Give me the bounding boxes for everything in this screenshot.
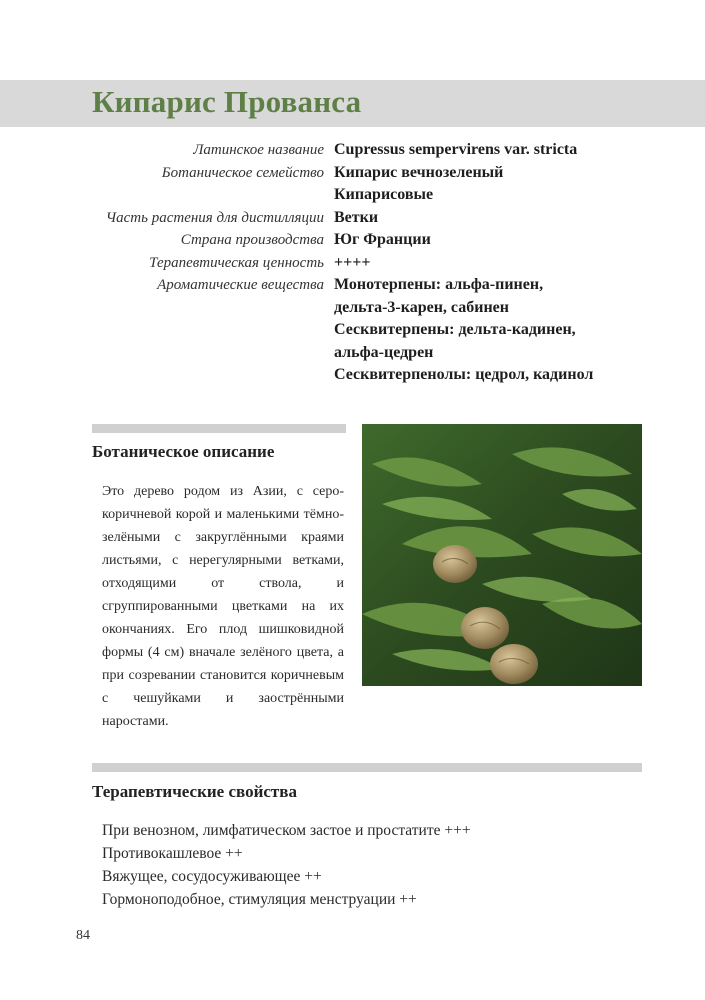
fact-value: Сесквитерпены: дельта-кадинен, (334, 321, 576, 338)
botanical-heading: Ботаническое описание (92, 442, 275, 461)
fact-value: дельта-3-карен, сабинен (334, 298, 509, 316)
fact-row (60, 319, 660, 342)
fact-label: Терапевтическая ценность (149, 254, 324, 271)
therapeutic-item: Гормоноподобное, стимуляция менструации ++ (102, 891, 417, 908)
fact-row (60, 274, 660, 297)
fact-label: Страна производства (180, 232, 324, 248)
section-divider-therapeutic (92, 763, 642, 772)
fact-value: альфа-цедрен (334, 343, 434, 361)
fact-value: Cupressus sempervirens var. stricta (334, 141, 578, 158)
fact-value: Юг Франции (334, 231, 431, 248)
fact-row (60, 252, 660, 275)
fact-value: Кипарис вечнозеленый (334, 163, 504, 181)
fact-label: Ботаническое семейство (161, 164, 324, 181)
fact-value: Ветки (334, 208, 379, 226)
facts-table (60, 139, 660, 387)
section-divider-botanical (92, 424, 346, 433)
page-number: 84 (76, 928, 90, 943)
fact-row (60, 297, 660, 320)
fact-row (60, 162, 660, 185)
fact-value: Сесквитерпенолы: цедрол, кадинол (334, 366, 594, 383)
therapeutic-list (102, 819, 471, 911)
fact-label (60, 184, 334, 207)
therapeutic-item: При венозном, лимфатическом застое и простатите +++ (102, 822, 471, 839)
fact-label (60, 364, 334, 387)
therapeutic-item: Вяжущее, сосудосуживающее ++ (102, 868, 322, 885)
page-title: Кипарис Прованса (92, 84, 362, 119)
fact-row (60, 229, 660, 252)
fact-row (60, 139, 660, 162)
fact-row (60, 207, 660, 230)
fact-value: ++++ (334, 253, 371, 271)
fact-row (60, 184, 660, 207)
fact-row (60, 364, 660, 387)
cypress-photo (362, 424, 642, 686)
fact-label: Латинское название (193, 142, 324, 158)
botanical-description: Это дерево родом из Азии, с серо-коричневой корой и маленькими тёмно-зелёными с закруглёнными краями листьями, с нерегулярными ветками, отходящими от ствола, и сгруппированными цветками на их окончаниях. Его плод шишковидной формы (4 см) вначале зелёного цвета, а при созревании становится коричневым с чешуйками и заострёнными наростами. (102, 484, 344, 729)
fact-label (60, 319, 334, 342)
therapeutic-heading: Терапевтические свойства (92, 782, 297, 801)
fact-label: Часть растения для дистилляции (105, 209, 324, 226)
fact-value: Кипарисовые (334, 186, 434, 203)
fact-label: Ароматические вещества (157, 277, 324, 293)
fact-value: Монотерпены: альфа-пинен, (334, 276, 544, 293)
therapeutic-item: Противокашлевое ++ (102, 845, 243, 862)
fact-label (60, 342, 334, 365)
fact-label (60, 297, 334, 320)
fact-row (60, 342, 660, 365)
